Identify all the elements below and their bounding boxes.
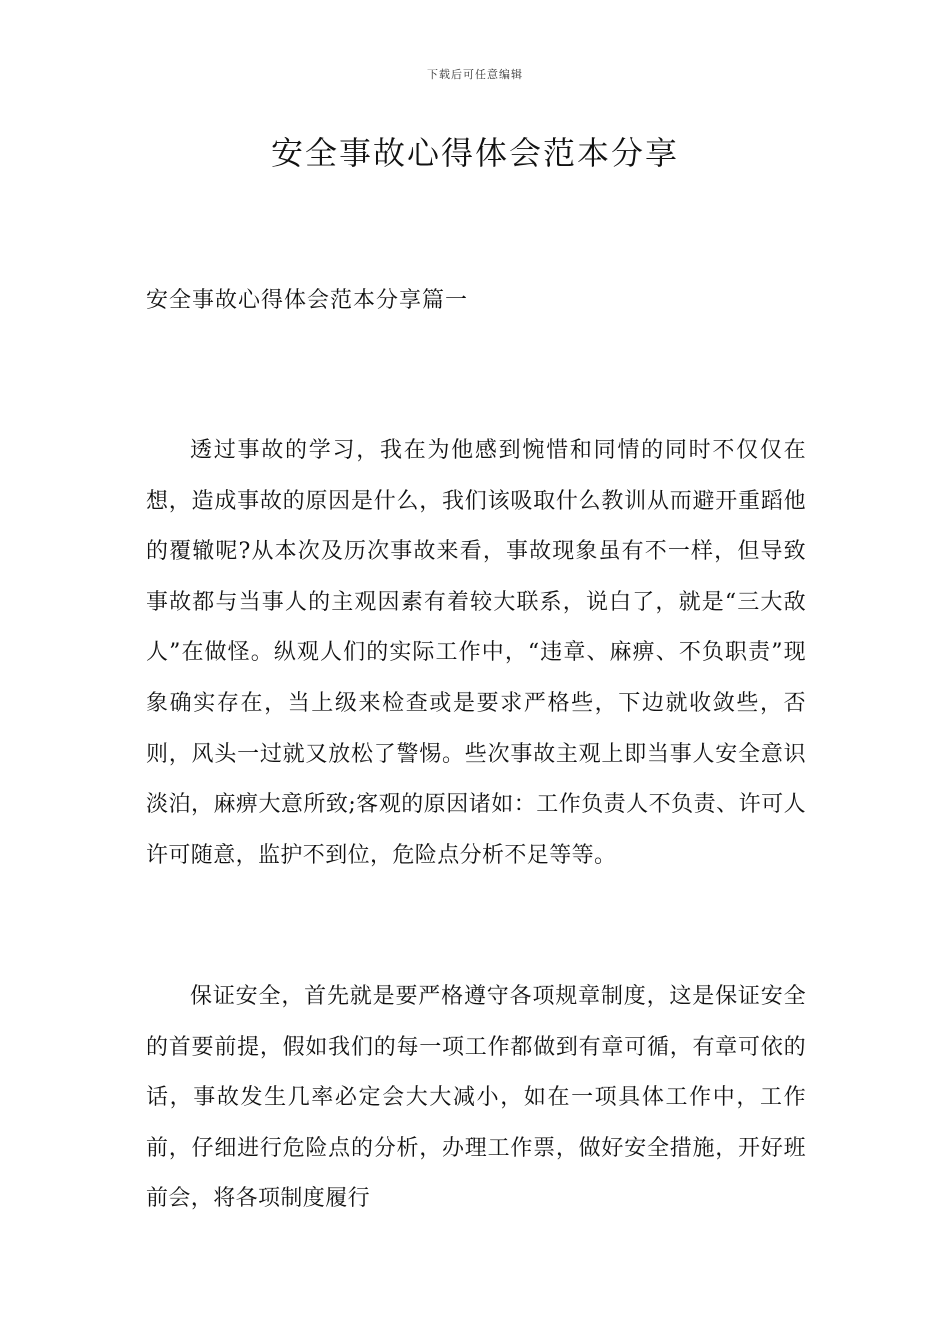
- document-title: 安全事故心得体会范本分享: [270, 134, 679, 172]
- body-paragraph-1: 透过事故的学习，我在为他感到惋惜和同情的同时不仅仅在想，造成事故的原因是什么，我们该吸取什么教训从而避开重蹈他的覆辙呢?从本次及历次事故来看，事故现象虽有不一样，但导致事故都与当事人的主观因素有着较大联系，说白了，就是“三大敌人”在做怪。纵观人们的实际工作中，“违章、麻痹、不负职责”现象确实存在，当上级来检查或是要求严格些，下边就收敛些，否则，风头一过就又放松了警惕。些次事故主观上即当事人安全意识淡泊，麻痹大意所致;客观的原因诸如：工作负责人不负责、许可人许可随意，监护不到位，危险点分析不足等等。: [146, 438, 806, 868]
- section-heading: 安全事故心得体会范本分享篇一: [146, 288, 469, 313]
- header-note: 下载后可任意编辑: [427, 68, 523, 81]
- body-paragraph-2: 保证安全，首先就是要严格遵守各项规章制度，这是保证安全的首要前提，假如我们的每一项工作都做到有章可循，有章可依的话，事故发生几率必定会大大减小，如在一项具体工作中，工作前，仔细进行危险点的分析，办理工作票，做好安全措施，开好班前会，将各项制度履行: [146, 984, 806, 1212]
